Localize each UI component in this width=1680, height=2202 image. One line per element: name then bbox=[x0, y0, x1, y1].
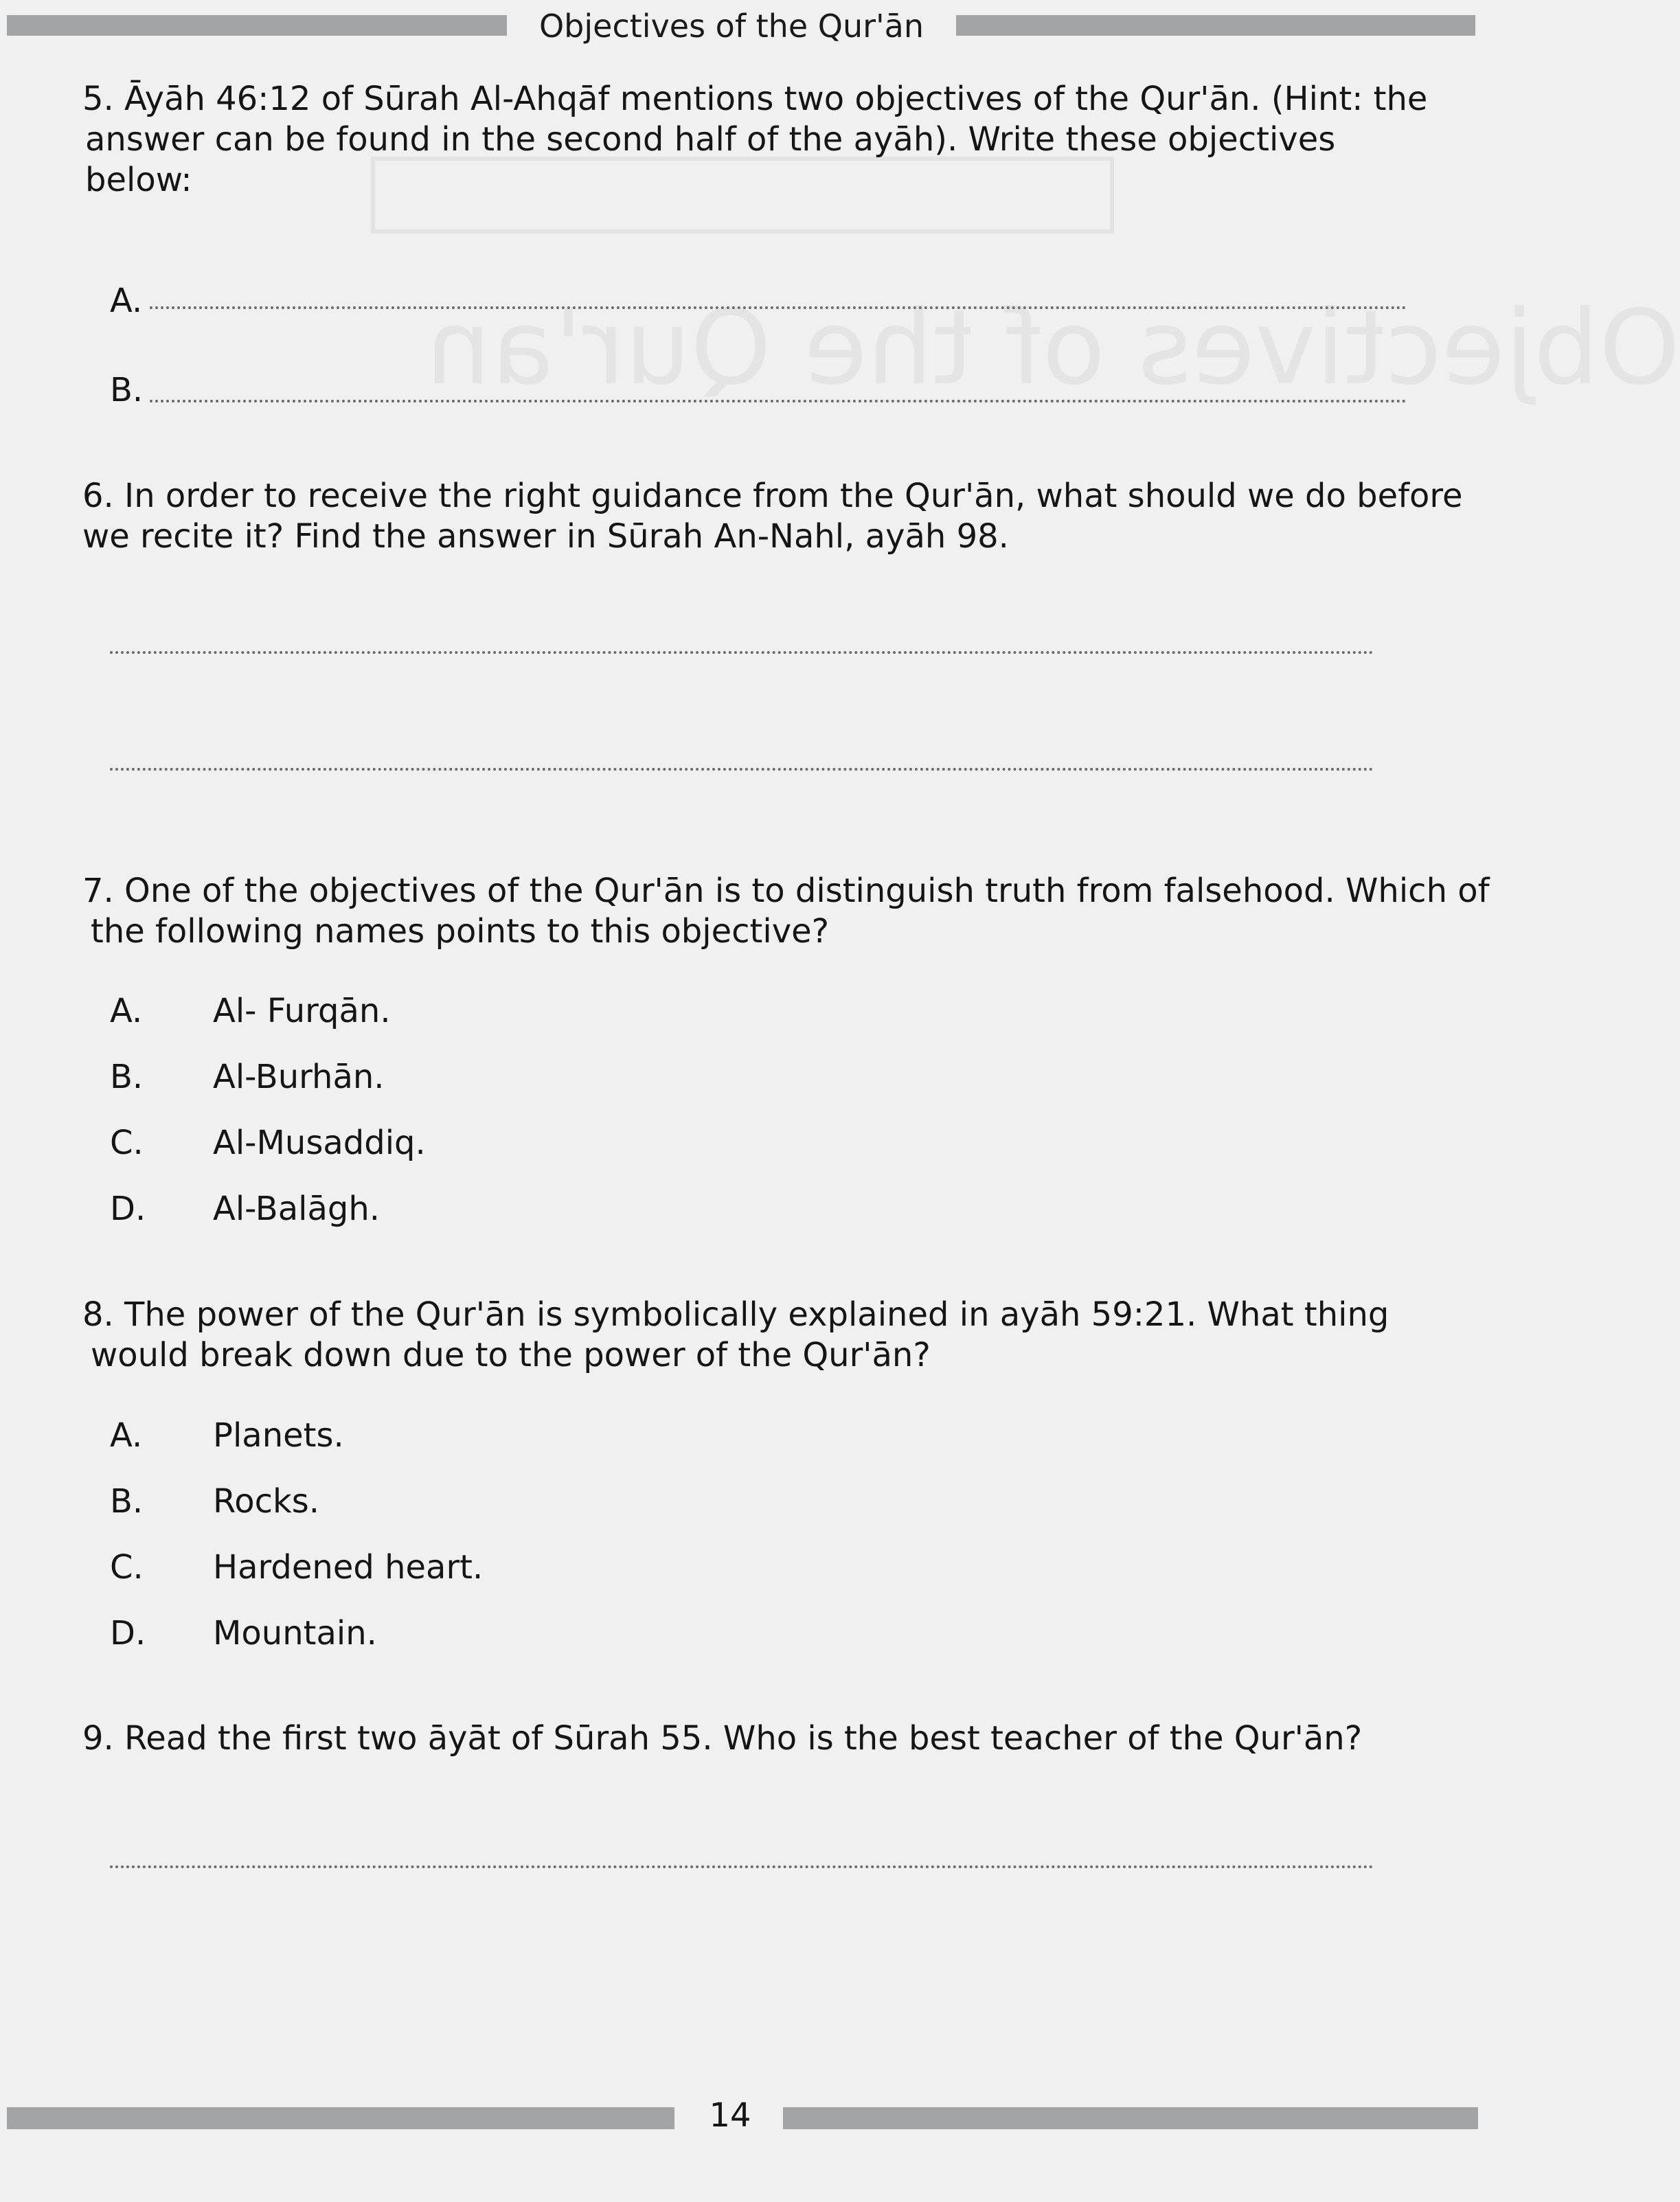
option-text: Al-Musaddiq. bbox=[213, 1124, 426, 1162]
option-text: Rocks. bbox=[213, 1482, 320, 1521]
question-5-line-1: 5. Āyāh 46:12 of Sūrah Al-Ahqāf mentions two objectives of the Qur'ān. (Hint: the bbox=[82, 80, 1428, 118]
option-text: Al- Furqān. bbox=[213, 992, 391, 1030]
question-8-line-2: would break down due to the power of the Qur'ān? bbox=[91, 1336, 931, 1374]
option-text: Hardened heart. bbox=[213, 1548, 484, 1587]
footer-bar-right bbox=[783, 2107, 1478, 2129]
option-text: Planets. bbox=[213, 1416, 344, 1455]
question-7 bbox=[82, 871, 1490, 952]
page-title: Objectives of the Qur'ān bbox=[538, 8, 924, 45]
option-letter: A. bbox=[110, 992, 143, 1030]
question-9 bbox=[82, 1718, 1463, 1759]
answer-9-line[interactable] bbox=[110, 1865, 1374, 1868]
answer-6-line-2[interactable] bbox=[110, 768, 1374, 771]
option-text: Al-Burhān. bbox=[213, 1058, 385, 1096]
option-letter: C. bbox=[110, 1124, 144, 1162]
answer-5b-label: B. bbox=[110, 371, 144, 409]
question-5-line-3: below: bbox=[85, 161, 192, 199]
page-number: 14 bbox=[709, 2096, 751, 2135]
question-7-line-1: 7. One of the objectives of the Qur'ān is to distinguish truth from falsehood. Which of bbox=[82, 872, 1490, 910]
question-8 bbox=[82, 1295, 1463, 1376]
option-text: Al-Balāgh. bbox=[213, 1190, 381, 1228]
option-letter: D. bbox=[110, 1190, 146, 1228]
question-6-line-1: 6. In order to receive the right guidance from the Qur'ān, what should we do before bbox=[82, 477, 1463, 515]
answer-5b-line[interactable] bbox=[150, 400, 1407, 402]
question-7-line-2: the following names points to this objective? bbox=[91, 912, 830, 951]
question-6-line-2: we recite it? Find the answer in Sūrah An-Nahl, ayāh 98. bbox=[82, 517, 1009, 556]
header-bar-left bbox=[7, 15, 507, 36]
option-letter: B. bbox=[110, 1482, 144, 1521]
question-9-line-1: 9. Read the first two āyāt of Sūrah 55. Who is the best teacher of the Qur'ān? bbox=[82, 1719, 1363, 1758]
header-bar-right bbox=[956, 15, 1475, 36]
question-5-line-2: answer can be found in the second half of the ayāh). Write these objectives bbox=[85, 120, 1336, 159]
footer-bar-left bbox=[7, 2107, 674, 2129]
option-letter: A. bbox=[110, 1416, 143, 1455]
question-8-line-1: 8. The power of the Qur'ān is symbolically explained in ayāh 59:21. What thing bbox=[82, 1295, 1389, 1334]
answer-5a-line[interactable] bbox=[150, 306, 1407, 309]
option-letter: B. bbox=[110, 1058, 144, 1096]
question-5 bbox=[82, 79, 1463, 201]
answer-5a-label: A. bbox=[110, 282, 143, 320]
option-letter: D. bbox=[110, 1614, 146, 1653]
bleed-through-title: Objectives of the Qur'an bbox=[426, 288, 1680, 408]
option-letter: C. bbox=[110, 1548, 144, 1587]
answer-6-line-1[interactable] bbox=[110, 651, 1374, 654]
question-6 bbox=[82, 476, 1463, 557]
option-text: Mountain. bbox=[213, 1614, 377, 1653]
